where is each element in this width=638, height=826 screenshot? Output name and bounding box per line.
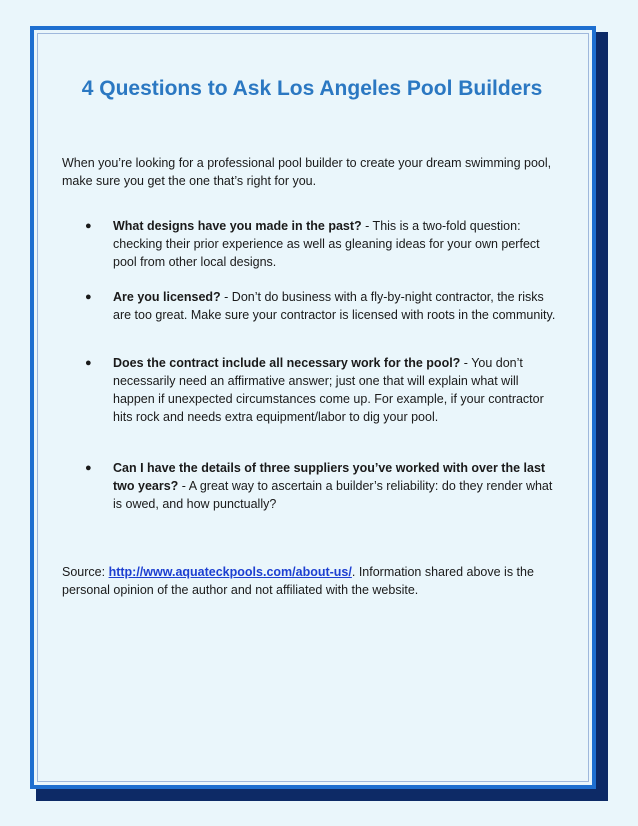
- question-text: Can I have the details of three suppliers you’ve worked with over the last two years?: [113, 461, 546, 493]
- document-title: 4 Questions to Ask Los Angeles Pool Builders: [81, 77, 543, 100]
- list-item: [62, 354, 562, 426]
- question-text: Are you licensed?: [113, 290, 221, 304]
- document-body: [62, 76, 562, 612]
- list-item: [62, 459, 562, 513]
- answer-text: - This is a two-fold question: checking their prior experience as well as gleaning ideas for your own perfect pool from other local designs.: [113, 219, 540, 269]
- answer-text: - Don’t do business with a fly-by-night contractor, the risks are too great. Make sure your contractor is licensed with roots in the community.: [113, 290, 556, 322]
- list-item: [62, 288, 562, 324]
- bullet-icon: ●: [85, 220, 92, 232]
- list-item: [62, 217, 562, 271]
- source-link[interactable]: http://www.aquateckpools.com/about-us/: [108, 565, 352, 579]
- answer-text: - A great way to ascertain a builder’s reliability: do they render what is owed, and how punctually?: [113, 479, 553, 511]
- intro-paragraph: When you’re looking for a professional pool builder to create your dream swimming pool, make sure you get the one that’s right for you.: [62, 156, 552, 188]
- bullet-icon: ●: [85, 291, 92, 303]
- question-text: Does the contract include all necessary work for the pool?: [113, 356, 461, 370]
- bullet-icon: ●: [85, 357, 92, 369]
- source-disclaimer: . Information shared above is the personal opinion of the author and not affiliated with the website.: [62, 565, 534, 597]
- bullet-icon: ●: [85, 462, 92, 474]
- questions-list: [62, 217, 562, 513]
- source-paragraph: [62, 563, 562, 599]
- answer-text: - You don’t necessarily need an affirmative answer; just one that will explain what will happen if unexpected circumstances come up. For example, if your contractor hits rock and needs extra equipment/labor to dig your pool.: [113, 356, 544, 424]
- question-text: What designs have you made in the past?: [113, 219, 362, 233]
- source-label: Source:: [62, 565, 109, 579]
